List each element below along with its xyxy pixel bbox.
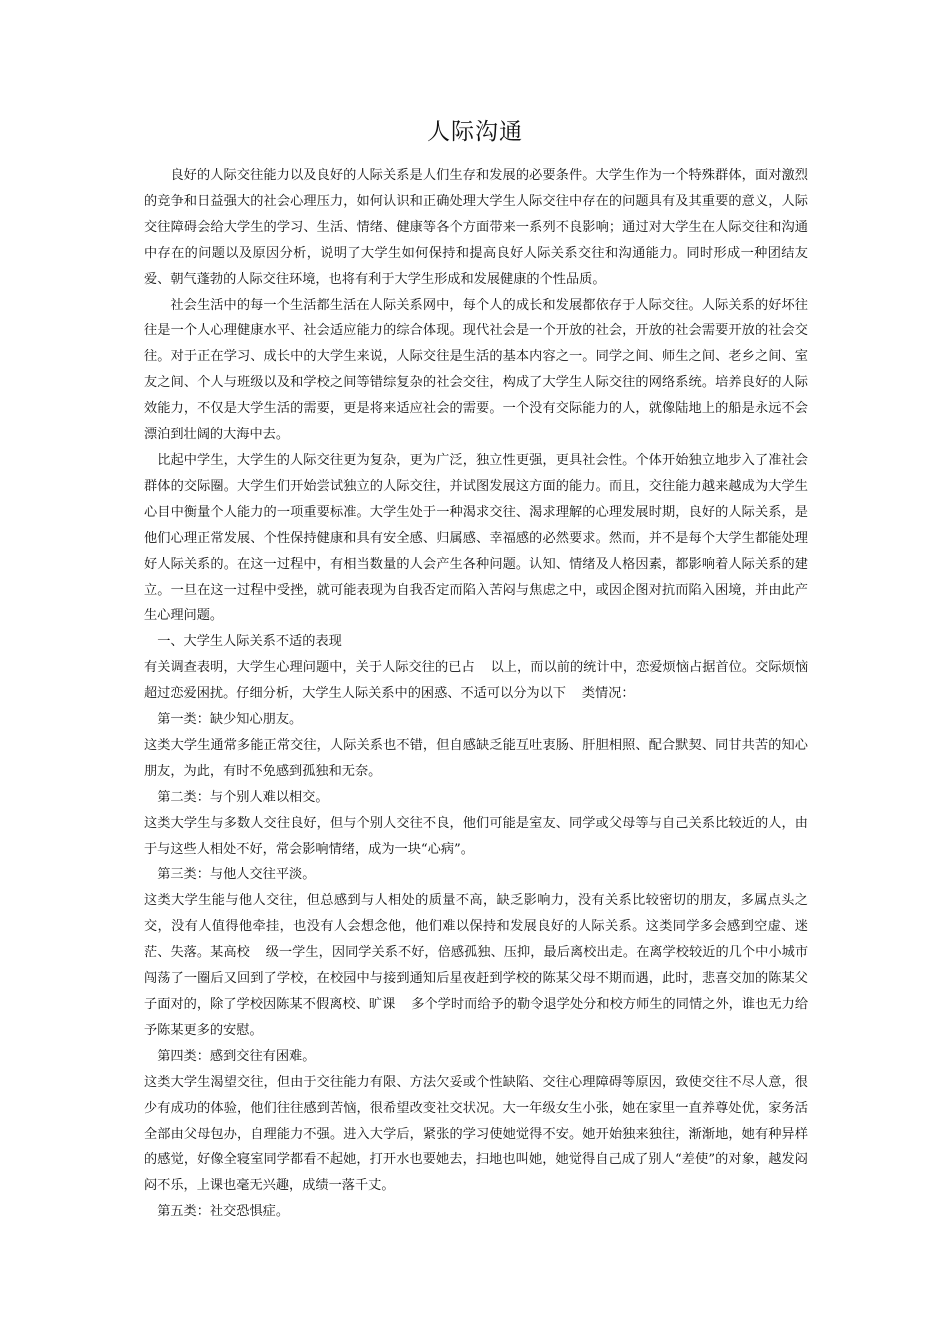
category-1-heading: 第一类：缺少知心朋友。 [157, 712, 303, 728]
category-3-text-part3: 多个学时而给予的勒令退学处分和校方师生的同情之外，谁也无力给予陈某更多的安慰。 [144, 997, 809, 1038]
survey-text-part3: 类情况： [581, 686, 635, 702]
category-3-heading: 第三类：与他人交往平淡。 [157, 867, 316, 883]
survey-text-part2: 以上，而以前的统计中，恋爱烦恼占据首位。交际烦恼超过恋爱困扰。仔细分析，大学生人际关系中的困惑、不适可以分为以下 [144, 660, 809, 702]
paragraph-comparison: 比起中学生，大学生的人际交往更为复杂，更为广泛，独立性更强，更具社会性。个体开始独立地步入了准社会群体的交际圈。大学生们开始尝试独立的人际交往，并试图发展这方面的能力。而且，交往能力越来越成为大学生心目中衡量个人能力的一项重要标准。大学生处于一种渴求交往、渴求理解的心理发展时期，良好的人际关系，是他们心理正常发展、个性保持健康和具有安全感、归属感、幸福感的必然要求。然而，并不是每个大学生都能处理好人际关系的。在这一过程中，有相当数量的人会产生各种问题。认知、情绪及人格因素，都影响着人际关系的建立。一旦在这一过程中受挫，就可能表现为自我否定而陷入苦闷与焦虑之中，或因企图对抗而陷入困境，并由此产生心理问题。 [144, 452, 808, 624]
category-3-text [144, 888, 808, 1043]
document-body [144, 163, 808, 1225]
category-3-text-part1: 这类大学生能与他人交往，但总感到与人相处的质量不高，缺乏影响力，没有关系比较密切的朋友，多属点头之交，没有人值得他牵挂，也没有人会想念他，他们难以保持和发展良好的人际关系。这类同学多会感到空虚、迷茫、失落。某高校 [144, 893, 808, 961]
category-2-text: 这类大学生与多数人交往良好，但与个别人交往不良，他们可能是室友、同学或父母等与自己关系比较近的人，由于与这些人相处不好，常会影响情绪，成为一块“心病”。 [144, 815, 808, 857]
category-2-heading: 第二类：与个别人难以相交。 [157, 789, 329, 805]
page-title: 人际沟通 [427, 119, 523, 145]
paragraph-intro: 良好的人际交往能力以及良好的人际关系是人们生存和发展的必要条件。大学生作为一个特殊群体，面对激烈的竞争和日益强大的社会心理压力，如何认识和正确处理大学生人际交往中存在的问题具有及其重要的意义，人际交往障碍会给大学生的学习、生活、情绪、健康等各个方面带来一系列不良影响；通过对大学生在人际交往和沟通中存在的问题以及原因分析，说明了大学生如何保持和提高良好人际关系交往和沟通能力。同时形成一种团结友爱、朝气蓬勃的人际交往环境，也将有利于大学生形成和发展健康的个性品质。 [144, 168, 808, 287]
category-1-text: 这类大学生通常多能正常交往，人际关系也不错，但自感缺乏能互吐衷肠、肝胆相照、配合默契、同甘共苦的知心朋友，为此，有时不免感到孤独和无奈。 [144, 737, 808, 779]
survey-text-part1: 有关调查表明，大学生心理问题中，关于人际交往的已占 [144, 660, 475, 676]
category-4-text: 这类大学生渴望交往，但由于交往能力有限、方法欠妥或个性缺陷、交往心理障碍等原因，致使交往不尽人意，很少有成功的体验，他们往往感到苦恼，很希望改变社交状况。大一年级女生小张，她在家里一直养尊处优，家务活全部由父母包办，自理能力不强。进入大学后，紧张的学习使她觉得不安。她开始独来独往，渐渐地，她有种异样的感觉，好像全寝室同学都看不起她，打开水也要她去，扫地也叫她，她觉得自己成了别人“差使”的对象，越发闷闷不乐，上课也毫无兴趣，成绩一落千丈。 [144, 1074, 808, 1194]
category-4-heading: 第四类：感到交往有困难。 [157, 1048, 316, 1064]
paragraph-social-life: 社会生活中的每一个生活都生活在人际关系网中，每个人的成长和发展都依存于人际交往。人际关系的好坏往往是一个人心理健康水平、社会适应能力的综合体现。现代社会是一个开放的社会，开放的社会需要开放的社会交往。对于正在学习、成长中的大学生来说，人际交往是生活的基本内容之一。同学之间、师生之间、老乡之间、室友之间、个人与班级以及和学校之间等错综复杂的社会交往，构成了大学生人际交往的网络系统。培养良好的人际效能力，不仅是大学生活的需要，更是将来适应社会的需要。一个没有交际能力的人，就像陆地上的船是永远不会漂泊到壮阔的大海中去。 [144, 297, 808, 443]
category-5-heading: 第五类：社交恐惧症。 [157, 1204, 290, 1220]
section-heading: 一、大学生人际关系不适的表现 [157, 634, 342, 650]
category-3-text-part2: 级一学生，因同学关系不好，倍感孤独、压抑，最后离校出走。在离学校较近的几个中小城市闯荡了一圈后又回到了学校，在校园中与接到通知后星夜赶到学校的陈某父母不期而遇，此时，悲喜交加的陈某父子面对的，除了学校因陈某不假离校、旷课 [144, 945, 809, 1012]
paragraph-survey [144, 655, 808, 707]
